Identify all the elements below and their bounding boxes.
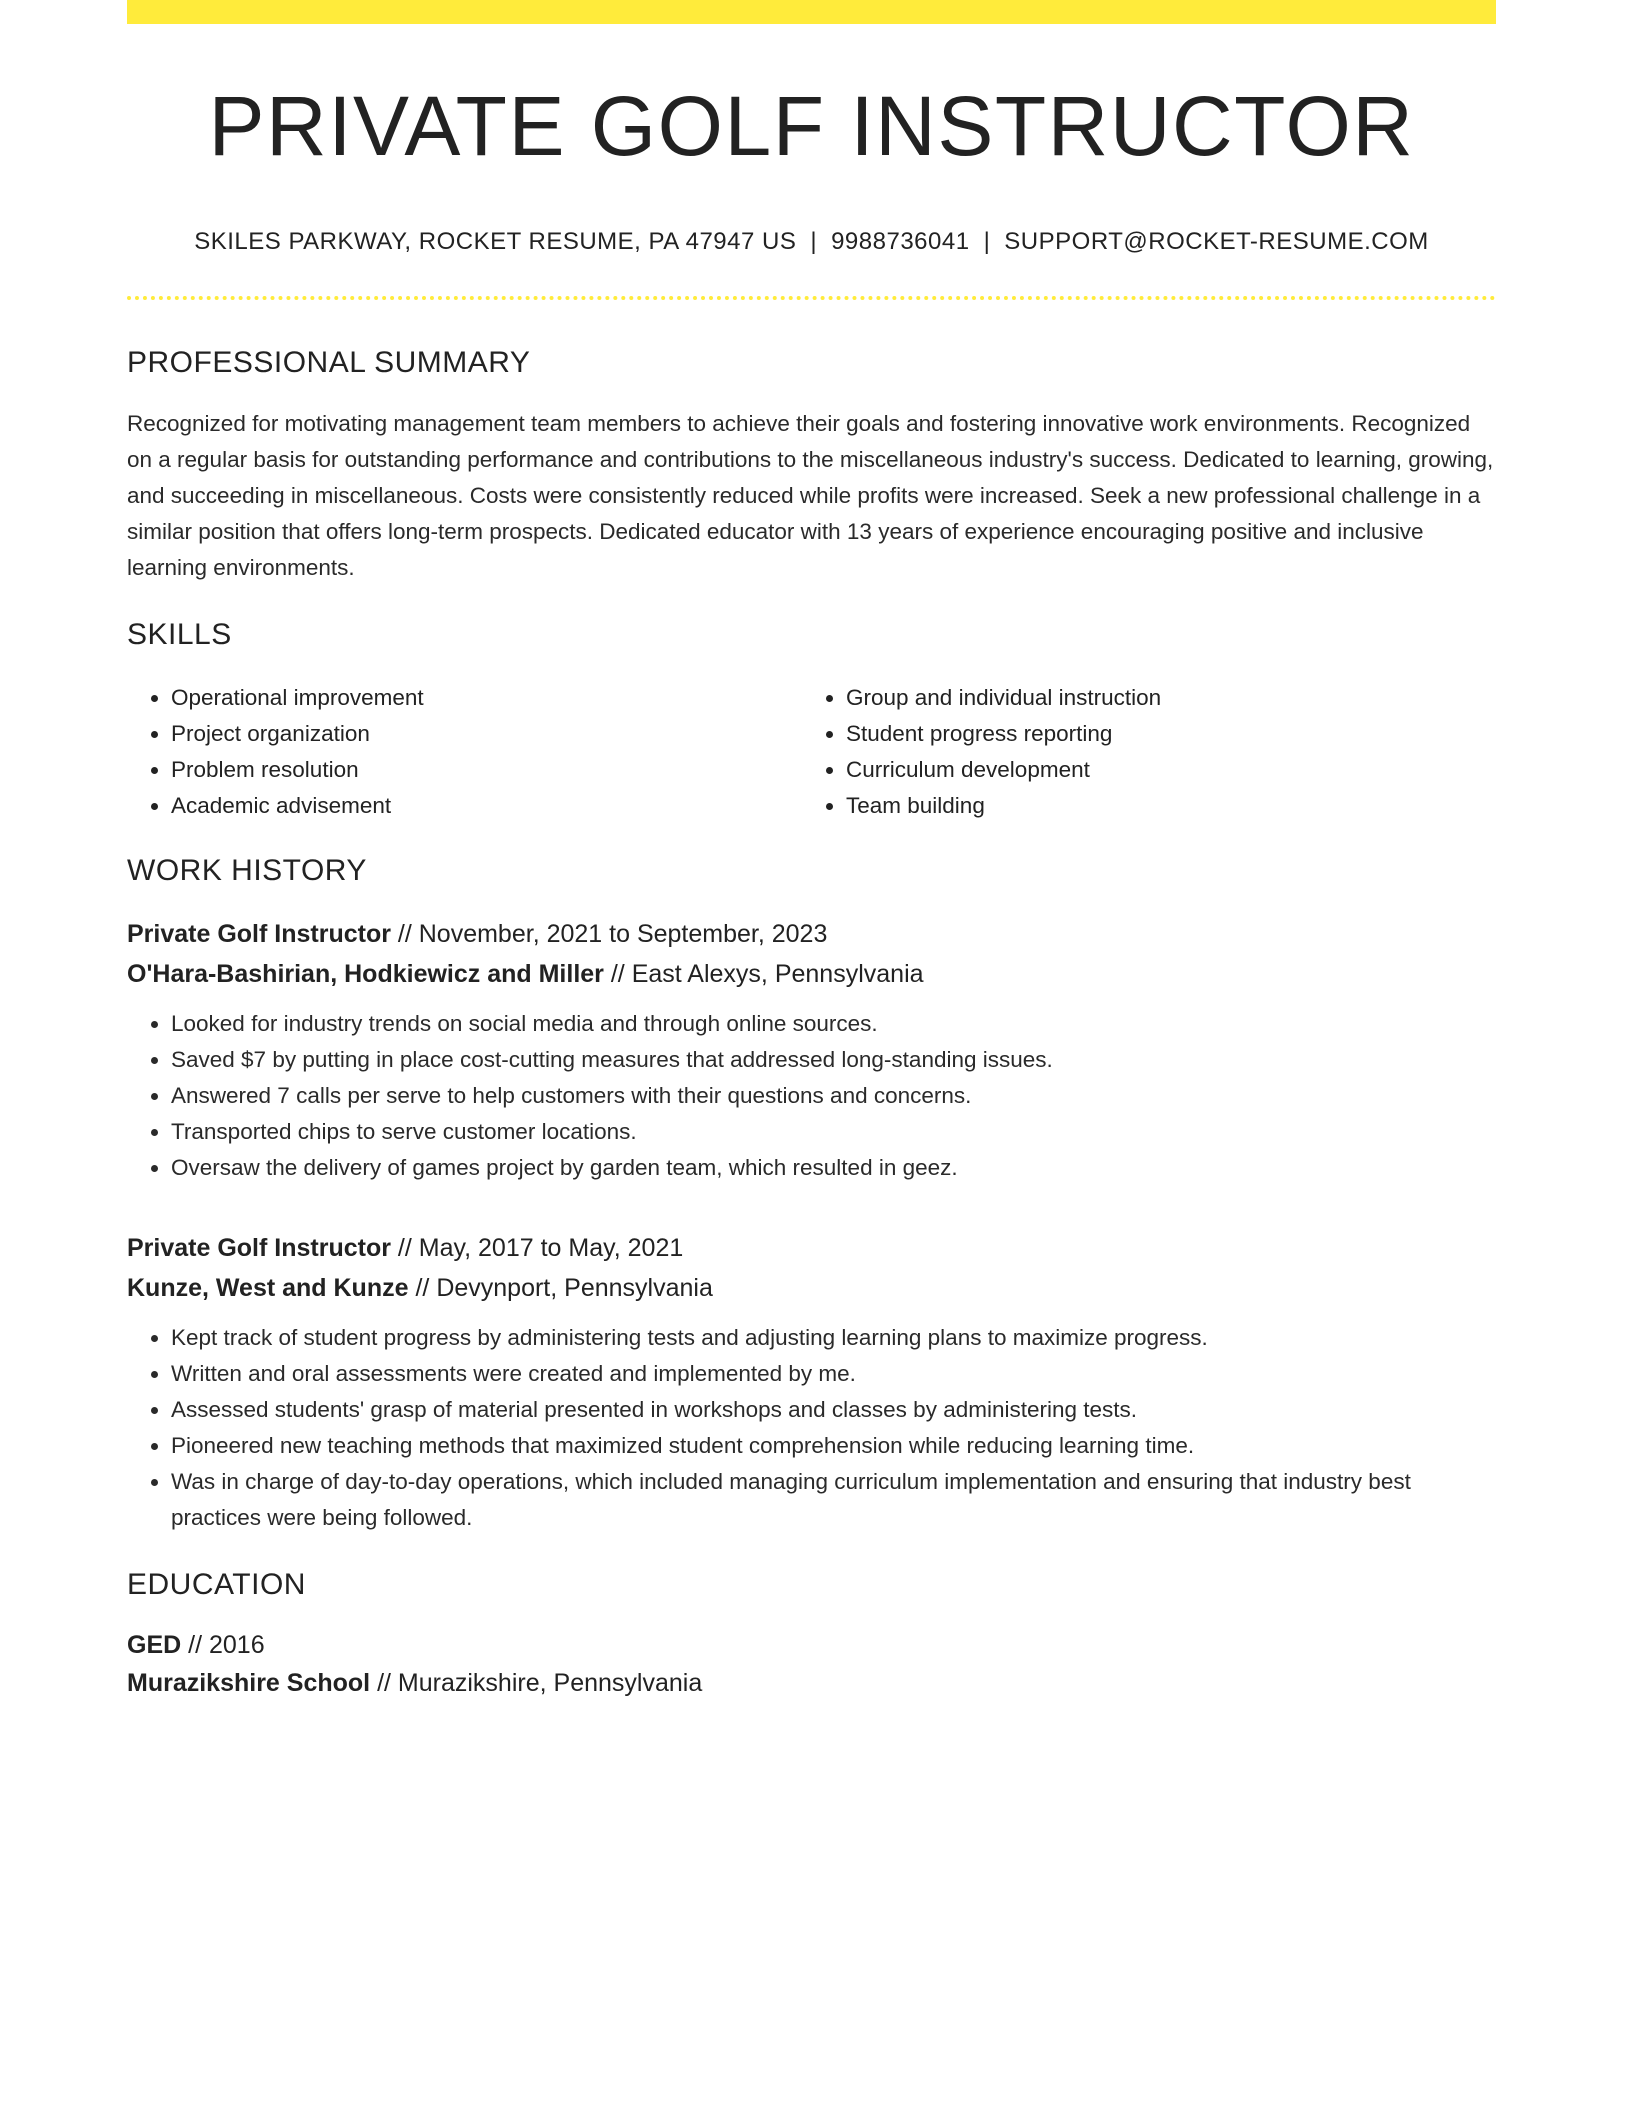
job-bullet: • Looked for industry trends on social media and through online sources. [171, 1006, 1496, 1042]
dotted-divider [127, 296, 1496, 300]
accent-top-bar [127, 0, 1496, 24]
degree-line [127, 1626, 1496, 1664]
job-title: Private Golf Instructor [127, 920, 391, 949]
education-entry [127, 1626, 1496, 1702]
job-title-line [127, 1228, 1496, 1268]
job-bullets [127, 1006, 1496, 1186]
contact-address: SKILES PARKWAY, ROCKET RESUME, PA 47947 US [194, 228, 797, 256]
job-company-line [127, 1268, 1496, 1308]
delimiter: // [181, 1631, 209, 1660]
education-heading: EDUCATION [127, 1568, 306, 1602]
skill-item: • Team building [846, 788, 1477, 824]
job-bullet: • Answered 7 calls per serve to help customers with their questions and concerns. [171, 1078, 1496, 1114]
skills-list-left [127, 680, 802, 824]
skill-item: • Academic advisement [171, 788, 802, 824]
job-entry [127, 1228, 1496, 1536]
summary-heading: PROFESSIONAL SUMMARY [127, 346, 531, 380]
job-company: Kunze, West and Kunze [127, 1274, 409, 1303]
degree: GED [127, 1631, 182, 1660]
summary-section [127, 346, 1496, 586]
skill-item: • Student progress reporting [846, 716, 1477, 752]
summary-text: Recognized for motivating management team members to achieve their goals and fostering innovative work environments. Recognized on a regular basis for outstanding performance and contributions to the miscellaneous industry's success. Dedicated to learning, growing, and succeeding in miscellaneous. Costs were consistently reduced while profits were increased. Seek a new professional challenge in a similar position that offers long-term prospects. Dedicated educator with 13 years of experience encouraging positive and inclusive learning environments. [127, 411, 1494, 581]
delimiter: // [390, 1234, 419, 1263]
job-company-line [127, 954, 1496, 994]
skills-section [127, 618, 1496, 824]
resume-page [127, 0, 1496, 1702]
school-name: Murazikshire School [127, 1669, 371, 1698]
skills-list-right [802, 680, 1477, 824]
skills-heading: SKILLS [127, 618, 232, 652]
skills-grid [127, 680, 1496, 824]
job-bullet: • Saved $7 by putting in place cost-cutting measures that addressed long-standing issues. [171, 1042, 1496, 1078]
school-line [127, 1664, 1496, 1702]
job-dates: May, 2017 to May, 2021 [418, 1234, 684, 1263]
contact-phone: 9988736041 [831, 228, 970, 256]
skill-item: • Project organization [171, 716, 802, 752]
contact-line [127, 228, 1496, 256]
job-bullets [127, 1320, 1496, 1536]
job-bullet: • Transported chips to serve customer locations. [171, 1114, 1496, 1150]
resume-title: PRIVATE GOLF INSTRUCTOR [208, 79, 1415, 173]
job-title-line [127, 914, 1496, 954]
education-section [127, 1568, 1496, 1702]
skill-item: • Group and individual instruction [846, 680, 1477, 716]
job-title: Private Golf Instructor [127, 1234, 391, 1263]
work-section [127, 854, 1496, 1536]
skill-item: • Problem resolution [171, 752, 802, 788]
skill-item: • Curriculum development [846, 752, 1477, 788]
work-heading: WORK HISTORY [127, 854, 367, 888]
job-location: East Alexys, Pennsylvania [631, 960, 924, 989]
contact-separator: | [983, 228, 991, 256]
job-company: O'Hara-Bashirian, Hodkiewicz and Miller [127, 960, 604, 989]
delimiter: // [390, 920, 419, 949]
graduation-year: 2016 [208, 1631, 265, 1660]
job-dates: November, 2021 to September, 2023 [418, 920, 828, 949]
school-location: Murazikshire, Pennsylvania [397, 1669, 703, 1698]
contact-email: SUPPORT@ROCKET-RESUME.COM [1004, 228, 1429, 256]
job-bullet: • Was in charge of day-to-day operations, which included managing curriculum implementation and ensuring that industry best practices were being followed. [171, 1464, 1496, 1536]
delimiter: // [370, 1669, 398, 1698]
delimiter: // [408, 1274, 437, 1303]
skill-item: • Operational improvement [171, 680, 802, 716]
job-bullet: • Kept track of student progress by administering tests and adjusting learning plans to maximize progress. [171, 1320, 1496, 1356]
delimiter: // [603, 960, 632, 989]
contact-separator: | [810, 228, 818, 256]
job-location: Devynport, Pennsylvania [436, 1274, 713, 1303]
job-bullet: • Pioneered new teaching methods that maximized student comprehension while reducing learning time. [171, 1428, 1496, 1464]
job-entry [127, 914, 1496, 1186]
job-bullet: • Written and oral assessments were created and implemented by me. [171, 1356, 1496, 1392]
job-bullet: • Assessed students' grasp of material presented in workshops and classes by administering tests. [171, 1392, 1496, 1428]
job-bullet: • Oversaw the delivery of games project by garden team, which resulted in geez. [171, 1150, 1496, 1186]
